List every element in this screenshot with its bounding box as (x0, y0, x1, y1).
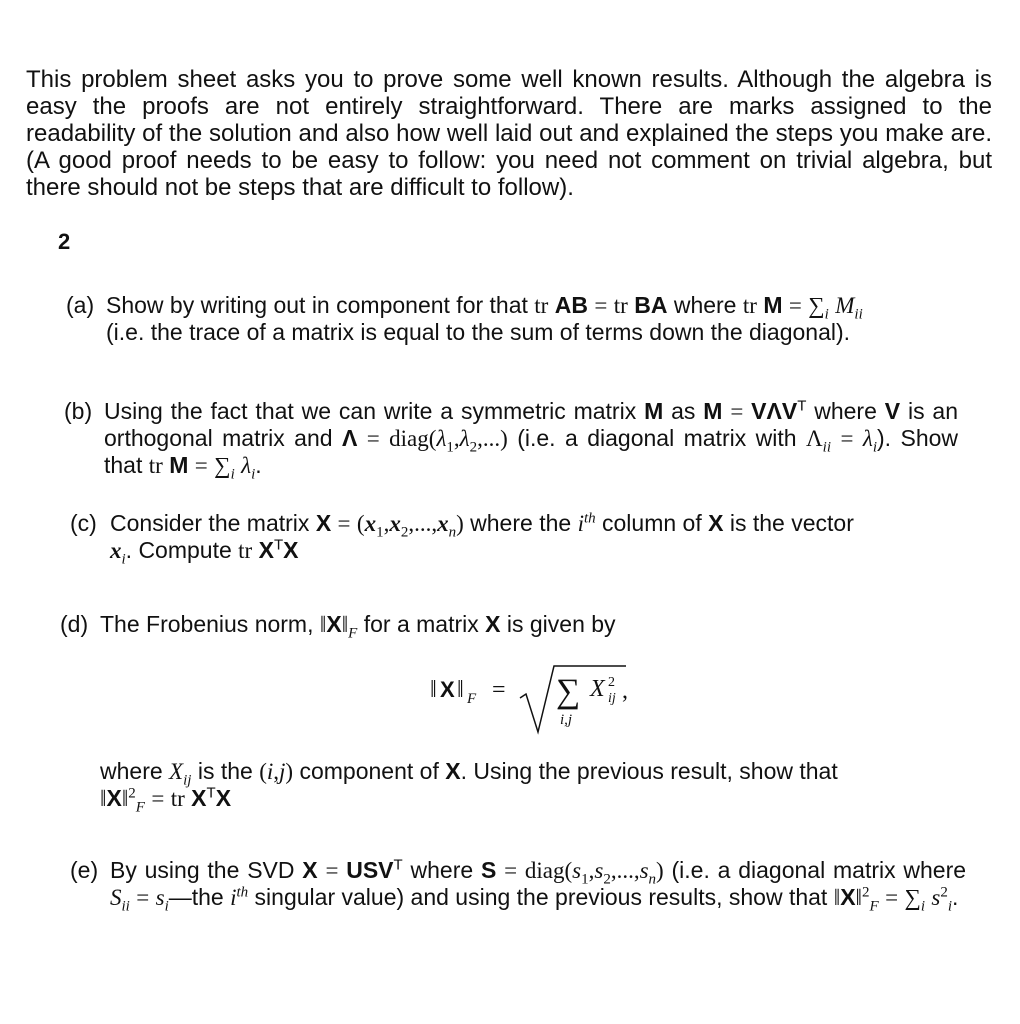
part-d-text-1: The Frobenius norm, $‖X‖_F$ for a matrix X is given by (100, 611, 616, 642)
part-c-label: (c) (70, 510, 97, 536)
svg-text:=: = (492, 677, 506, 703)
intro-paragraph: This problem sheet asks you to prove some well known results. Although the algebra is easy the proofs are not entirely straightforward. There are marks assigned to the readability of the solution and also how well laid out and explained the steps you make are. (A good proof needs to be easy to follow: you need not comment on trivial algebra, but there should not be steps that are difficult to follow). (26, 66, 992, 201)
question-number: 2 (58, 229, 71, 254)
svg-text:‖: ‖ (430, 677, 437, 703)
part-d-label: (d) (60, 611, 89, 637)
part-b-text: Using the fact that we can write a symmetric matrix M as $M = V\Lambda V^T$ where V is an orthogonal matrix and $\Lambda = diag(\lambda_1,\lambda_2,...)$ (i.e. a diagonal matrix with $\Lambda_{ii} = \lambda_i$). Show that tr $M = \sum_i$ $\lambda_i$. (104, 397, 959, 483)
svg-text:ij: ij (608, 691, 616, 706)
svg-text:,: , (622, 678, 628, 704)
part-a-text: Show by writing out in component for that tr AB = tr BA where tr $M = \sum_i$ $M_{ii}$ (i.e. the trace of a matrix is equal to the sum of terms down the diagonal). (106, 292, 863, 345)
part-a (66, 292, 966, 345)
frobenius-norm-equation (430, 660, 670, 740)
part-a-label: (a) (66, 292, 95, 318)
svg-text:F: F (467, 691, 477, 707)
part-d (60, 611, 970, 642)
part-c-text: Consider the matrix $X = (x_1,x_2,...,x_n)$ where the $i^{th}$ column of X is the vector $x_i$. Compute tr $X^TX$ (110, 510, 854, 568)
part-d-text-2: where $X_{ij}$ is the (i,j) component of X. Using the previous result, show that ‖X‖$^2_F$ = tr $X^TX$ (100, 758, 838, 816)
part-c (70, 510, 966, 568)
svg-text:X: X (590, 676, 605, 702)
svg-text:i,j: i,j (560, 712, 573, 728)
part-e-text: By using the SVD $X = USV^T$ where $S = diag(s_1,s_2,...,s_n)$ (i.e. a diagonal matrix where $S_{ii}$ = $s_i—the$ $i^{th}$ singular value) and using the previous results, show that ‖X‖$^2_F$ = $\sum_i$ $s^2_i$. (110, 856, 967, 915)
svg-text:‖: ‖ (457, 677, 464, 703)
part-d-continued (100, 758, 966, 816)
svg-text:∑: ∑ (556, 673, 581, 710)
svg-text:2: 2 (608, 675, 615, 690)
part-b (64, 397, 959, 483)
svg-text:X: X (440, 677, 455, 702)
part-e-label: (e) (70, 857, 99, 883)
part-e (70, 856, 967, 915)
part-b-label: (b) (64, 398, 93, 424)
